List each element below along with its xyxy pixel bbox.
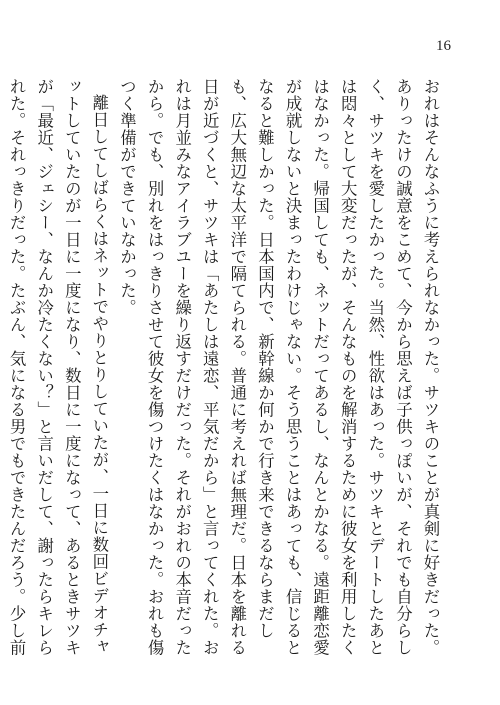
paragraph-2: 離日してしばらくはネットでやりとりしていたが、一日に数回ビデオチャットしていたのが一日に一度になり、数日に一度になって、あるときサツキが「最近、ジェシー、なんか冷たくない？」と言いだして、謝ったらキレられた。それっきりだった。たぶん、気になる男でもできたんだろう。少し前 bbox=[7, 78, 109, 656]
paragraph-1: おれはそんなふうに考えられなかった。サツキのことが真剣に好きだった。ありったけの誠意をこめて、今から思えば子供っぽいが、それでも自分らしく、サツキを愛したかった。当然、性欲はあった。サツキとデートしたあとは悶々として大変だったが、そんなものを解消するために彼女を利用したくはなかった。帰国しても、ネットだってあるし、なんとかなる。遠距離恋愛が成就しないと決まったわけじゃない。そう思うことはあっても、信じるとなると難しかった。日本国内で、新幹線か何かで行き来できるならまだしも、広大無辺な太平洋で隔てられる。普通に考えれば無理だ。日本を離れる日が近づくと、サツキは「あたしは遠恋、平気だから」と言ってくれた。おれは月並みなアイラブユーを繰り返すだけだった。それがおれの本音だったから。でも、別れをはっきりさせて彼女を傷つけたくはなかった。おれも傷つく準備ができていなかった。 bbox=[117, 78, 440, 656]
page-number: 16 bbox=[436, 38, 451, 54]
body-text bbox=[0, 78, 444, 658]
